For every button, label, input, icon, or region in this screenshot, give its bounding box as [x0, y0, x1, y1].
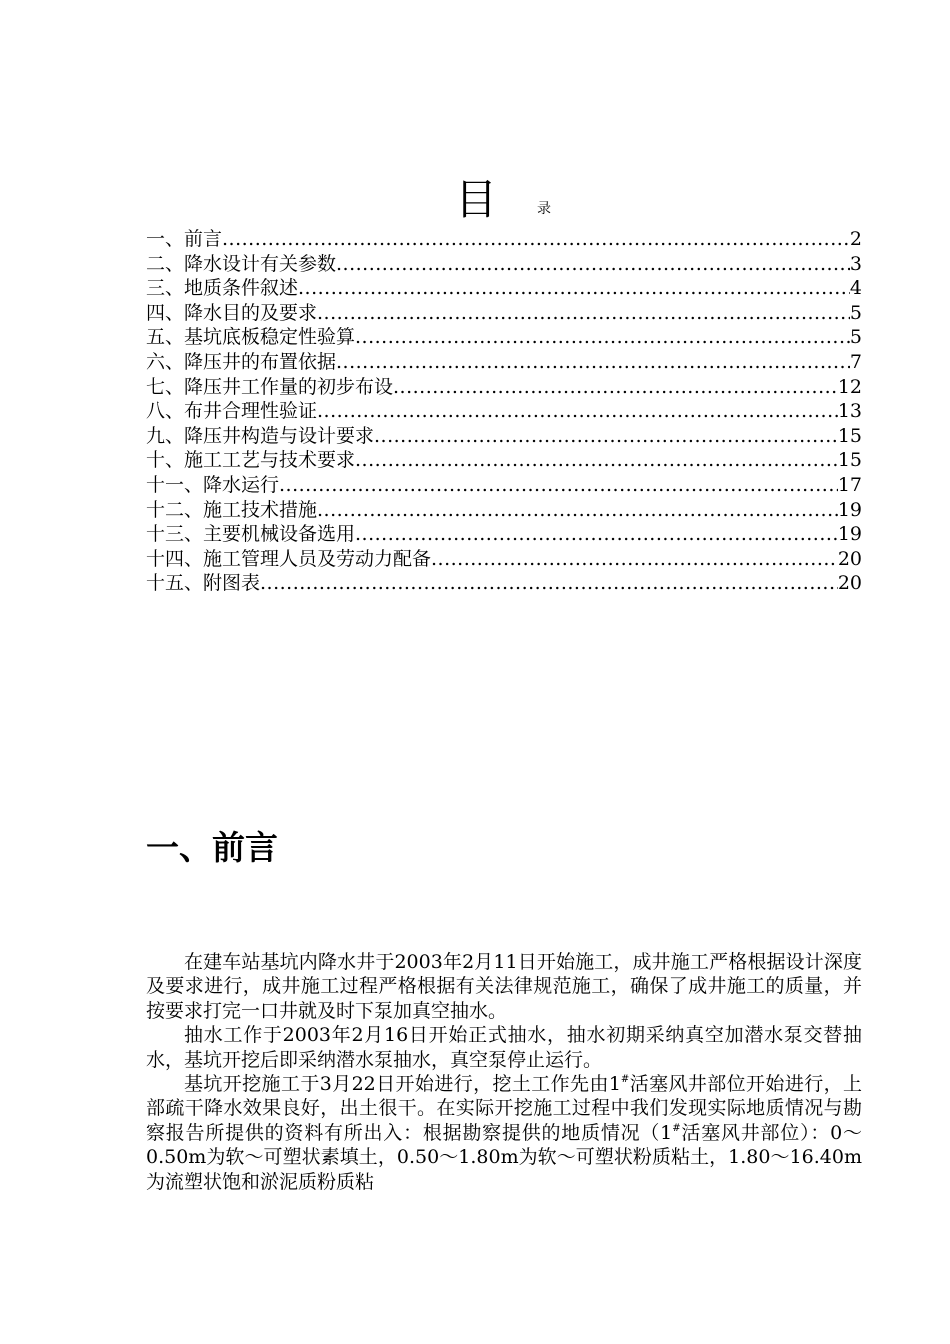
toc-entry-3[interactable] [146, 276, 862, 301]
toc-entry-2[interactable] [146, 252, 862, 277]
toc-entry-page: 3 [849, 252, 862, 275]
toc-entry-1[interactable] [146, 227, 862, 252]
toc-entry-8[interactable] [146, 399, 862, 424]
toc-entry-6[interactable] [146, 350, 862, 375]
toc-leader-dots [355, 448, 838, 472]
superscript-mark: # [620, 1074, 630, 1086]
toc-entry-label: 二、降水设计有关参数 [146, 252, 337, 275]
toc-entry-page: 5 [849, 301, 862, 324]
toc-entry-label: 九、降压井构造与设计要求 [146, 424, 375, 447]
toc-entry-label: 十五、附图表 [146, 572, 261, 595]
toc-title-small: 录 [537, 201, 551, 217]
toc-title-big: 目 [455, 175, 498, 224]
toc-entry-label: 十二、施工技术措施 [146, 498, 318, 521]
toc-entry-label: 十、施工工艺与技术要求 [146, 449, 356, 472]
toc-entry-page: 2 [849, 228, 862, 250]
toc-entry-12[interactable] [146, 498, 862, 523]
toc-leader-dots [374, 424, 838, 448]
toc-leader-dots [393, 375, 838, 399]
toc-leader-dots [317, 301, 850, 325]
toc-entry-14[interactable] [146, 547, 862, 572]
toc-leader-dots [317, 498, 838, 522]
toc-entry-page: 20 [837, 572, 862, 595]
toc-leader-dots [355, 325, 850, 349]
toc-entry-label: 六、降压井的布置依据 [146, 350, 337, 373]
toc-entry-4[interactable] [146, 301, 862, 326]
toc-entry-page: 15 [837, 449, 862, 472]
toc-entry-label: 四、降水目的及要求 [146, 301, 318, 324]
table-of-contents [146, 227, 862, 596]
toc-leader-dots [260, 571, 838, 595]
toc-entry-page: 5 [849, 326, 862, 349]
toc-entry-label: 十四、施工管理人员及劳动力配备 [146, 547, 432, 570]
toc-leader-dots [431, 547, 838, 571]
paragraph-3 [146, 1072, 862, 1194]
toc-entry-page: 19 [837, 523, 862, 546]
toc-entry-page: 7 [849, 350, 862, 373]
toc-entry-page: 19 [837, 498, 862, 521]
toc-entry-page: 4 [849, 277, 862, 300]
paragraph-text: 活塞风井部位开始进行，上部疏干降水效果良好，出土很干。在实际开挖施工过程中我们发现实际地质情况与勘察报告所提供的资料有所出入：根据勘察提供的地质情况（1 [146, 1073, 862, 1144]
toc-entry-10[interactable] [146, 448, 862, 473]
toc-leader-dots [336, 350, 850, 374]
toc-leader-dots [298, 276, 850, 300]
toc-title [0, 176, 950, 226]
toc-leader-dots [355, 522, 838, 546]
toc-leader-dots [222, 227, 850, 251]
toc-entry-11[interactable] [146, 473, 862, 498]
section-heading: 一、前言 [146, 828, 278, 867]
toc-entry-page: 12 [837, 375, 862, 398]
paragraph-text: 基坑开挖施工于3月22日开始进行，挖土工作先由1 [184, 1073, 621, 1096]
toc-entry-7[interactable] [146, 375, 862, 400]
toc-entry-13[interactable] [146, 522, 862, 547]
toc-entry-label: 三、地质条件叙述 [146, 277, 299, 300]
toc-entry-label: 五、基坑底板稳定性验算 [146, 326, 356, 349]
toc-leader-dots [279, 473, 838, 497]
toc-entry-page: 15 [837, 424, 862, 447]
toc-entry-label: 八、布井合理性验证 [146, 400, 318, 423]
toc-entry-label: 十三、主要机械设备选用 [146, 523, 356, 546]
toc-entry-15[interactable] [146, 571, 862, 596]
toc-entry-page: 13 [837, 400, 862, 423]
toc-entry-page: 17 [837, 473, 862, 496]
toc-entry-label: 一、前言 [146, 228, 223, 250]
section-body [146, 950, 862, 1194]
toc-entry-label: 十一、降水运行 [146, 473, 280, 496]
toc-entry-5[interactable] [146, 325, 862, 350]
paragraph-text: 活塞风井部位）：0～0.50m为软～可塑状素填土，0.50～1.80m为软～可塑状粉质粘土，1.80～16.40m为流塑状饱和淤泥质粉质粘 [146, 1121, 863, 1193]
toc-leader-dots [317, 399, 838, 423]
toc-entry-page: 20 [837, 547, 862, 570]
superscript-mark: # [672, 1122, 681, 1134]
paragraph-2: 抽水工作于2003年2月16日开始正式抽水，抽水初期采纳真空加潜水泵交替抽水，基坑开挖后即采纳潜水泵抽水，真空泵停止运行。 [146, 1024, 862, 1071]
toc-entry-9[interactable] [146, 424, 862, 449]
toc-leader-dots [336, 252, 850, 276]
paragraph-1: 在建车站基坑内降水井于2003年2月11日开始施工，成井施工严格根据设计深度及要求进行，成井施工过程严格根据有关法律规范施工，确保了成井施工的质量，并按要求打完一口井就及时下泵加真空抽水。 [146, 951, 862, 1022]
toc-entry-label: 七、降压井工作量的初步布设 [146, 375, 394, 398]
